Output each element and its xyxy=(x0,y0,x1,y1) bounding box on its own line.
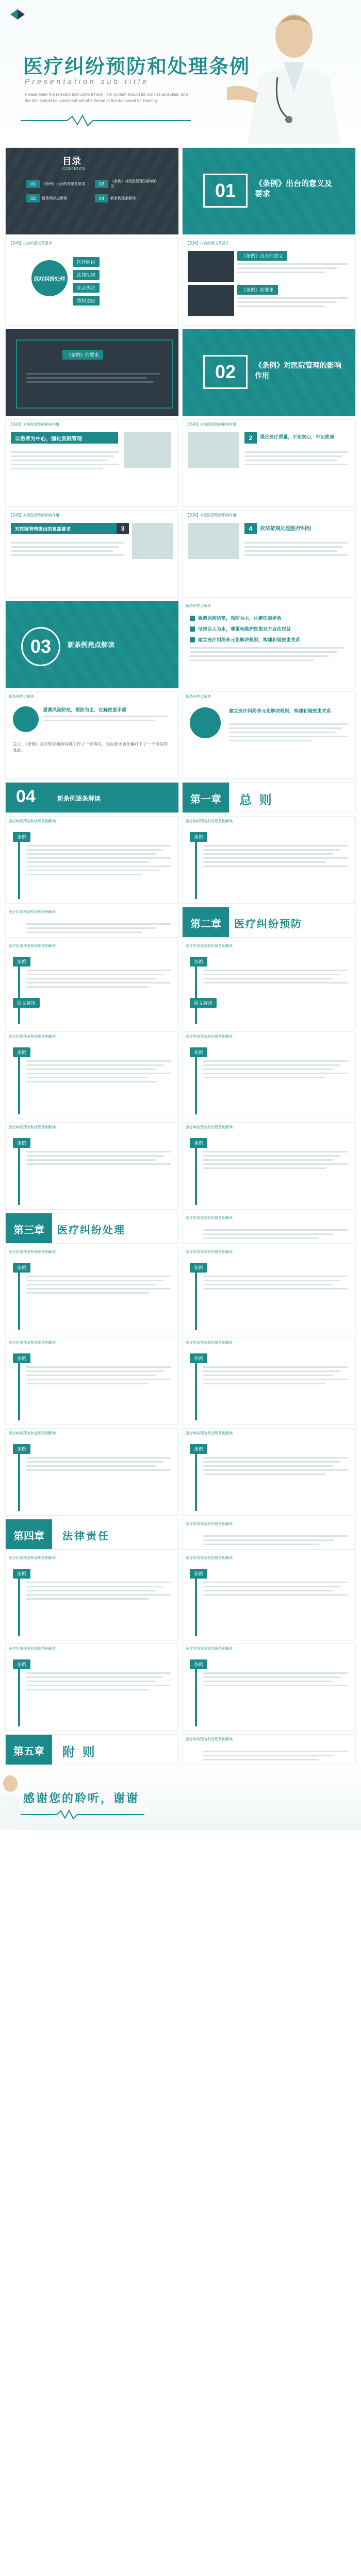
photo-placeholder xyxy=(188,432,239,468)
article-tag: 条例 xyxy=(190,1444,207,1454)
article-slide xyxy=(5,1428,179,1516)
highlight-item: 坚持以人为本，尊重和维护医患双方合法权益 xyxy=(190,625,344,632)
slide-header: 医疗纠纷预防和处理条例解读 xyxy=(9,1250,56,1254)
section-2-title: 《条例》对医院管理的影响作用 xyxy=(255,361,341,380)
section-1-number-box xyxy=(203,174,248,208)
article-tag: 条例 xyxy=(190,1047,207,1057)
article-slide xyxy=(5,1553,179,1640)
toc-num: 04 xyxy=(95,194,108,202)
article-slide xyxy=(182,1519,356,1550)
section-2-number-box xyxy=(203,355,248,389)
doctor-illustration-icon xyxy=(0,1768,21,1830)
panel-title: 强化医疗质量，不忘初心，牢记使命 xyxy=(260,434,335,439)
cover-slide xyxy=(0,0,361,144)
article-tag: 条例 xyxy=(13,1569,30,1579)
article-tag: 原文解读 xyxy=(190,998,217,1008)
chapter-4-row xyxy=(5,1519,356,1550)
toc-slide xyxy=(5,147,179,235)
highlight-item: 建立医疗纠纷多元化解决机制，构建和谐医患关系 xyxy=(190,636,344,643)
section-1-slide xyxy=(182,147,356,235)
timeline-bar xyxy=(195,1659,197,1726)
article-tag: 条例 xyxy=(13,1047,30,1057)
article-slide xyxy=(182,1643,356,1731)
text-lines xyxy=(203,1533,348,1548)
summary-point: 强调风险防范，预防为主，化解医患矛盾 xyxy=(43,707,127,713)
article-tag: 条例 xyxy=(13,957,30,967)
section-3-title: 新条例亮点解读 xyxy=(68,641,115,649)
text-lines xyxy=(203,1273,348,1292)
chapter-badge: 第一章 xyxy=(183,783,229,813)
photo-placeholder xyxy=(188,285,234,316)
article-slide xyxy=(5,941,179,1028)
text-lines xyxy=(190,647,344,661)
article-slide xyxy=(5,1643,179,1731)
slide-header: 【条例】出台的意义及要求 xyxy=(186,242,229,245)
section-3-summary xyxy=(5,691,179,779)
article-tag: 条例 xyxy=(190,1659,207,1669)
text-lines xyxy=(203,1227,348,1242)
article-row-7 xyxy=(5,1428,356,1516)
timeline-bar xyxy=(18,1138,20,1205)
article-tag: 条例 xyxy=(13,832,30,842)
slide-header: 医疗纠纷预防和处理条例解读 xyxy=(186,820,233,823)
article-tag: 条例 xyxy=(13,1659,30,1669)
chapter-4-slide xyxy=(5,1519,179,1550)
chip-item: 医疗纠纷 xyxy=(73,257,166,267)
text-lines xyxy=(11,539,124,558)
chapter-5-row xyxy=(5,1734,356,1765)
closing-text: 感谢您的聆听，谢谢 xyxy=(23,1792,140,1805)
article-tag: 条例 xyxy=(190,1138,207,1148)
summary-point: 建立医疗纠纷多元化解决机制，构建和谐医患关系 xyxy=(229,708,332,714)
article-slide xyxy=(5,1122,179,1210)
slide-header: 【条例】对医院管理的影响作用 xyxy=(186,514,236,517)
chapter-badge: 第三章 xyxy=(6,1213,52,1244)
text-lines xyxy=(43,716,168,721)
slide-header: 医疗纠纷预防和处理条例解读 xyxy=(186,1432,233,1435)
toc-label: 《条例》对医院管理的影响作用 xyxy=(110,180,158,189)
panel-3 xyxy=(5,510,179,598)
section-1-title: 《条例》出台的意义及要求 xyxy=(255,179,333,198)
panel-title: 以患者为中心，强化医院管理 xyxy=(11,432,118,444)
article-row-4 xyxy=(5,1122,356,1210)
text-lines xyxy=(244,449,348,468)
timeline-bar xyxy=(195,832,197,899)
text-lines xyxy=(203,1748,348,1763)
section-2-row xyxy=(5,329,356,416)
timeline-bar xyxy=(195,1138,197,1205)
bullet-icon xyxy=(190,637,195,642)
article-slide xyxy=(182,941,356,1028)
article-tag: 条例 xyxy=(190,1569,207,1579)
article-slide xyxy=(5,1247,179,1334)
timeline-bar xyxy=(18,957,20,1024)
article-row-2 xyxy=(5,941,356,1028)
panel-title: 依法依规处理医疗纠纷 xyxy=(260,526,311,532)
timeline-bar xyxy=(195,1569,197,1636)
slide-header: 医疗纠纷预防和处理条例解读 xyxy=(9,1341,56,1345)
section-4-title: 新条例逐条解读 xyxy=(57,795,101,802)
toc-item[interactable] xyxy=(26,179,92,189)
article-slide xyxy=(182,1428,356,1516)
text-lines xyxy=(244,539,348,558)
bullet-icon xyxy=(190,616,195,621)
text-lines xyxy=(203,1454,348,1478)
slide-header: 医疗纠纷预防和处理条例解读 xyxy=(186,1035,233,1039)
text-lines xyxy=(203,1364,348,1387)
article-row-8 xyxy=(5,1553,356,1640)
doctor-illustration-icon xyxy=(217,5,351,144)
article-row-1 xyxy=(5,816,356,904)
article-tag: 条例 xyxy=(13,1263,30,1273)
article-slide xyxy=(5,1337,179,1425)
circle-icon xyxy=(190,707,221,738)
toc-num: 01 xyxy=(26,180,40,188)
article-slide xyxy=(182,1553,356,1640)
timeline-bar xyxy=(18,1263,20,1330)
panel-2 xyxy=(182,419,356,507)
article-tag: 条例 xyxy=(13,1353,30,1363)
article-row-5 xyxy=(5,1247,356,1334)
slide-header: 医疗纠纷预防和处理条例解读 xyxy=(186,1647,233,1651)
section-1-summary xyxy=(5,329,179,416)
text-lines xyxy=(229,721,348,744)
cover-subtitle: Presentation sub title xyxy=(25,77,149,86)
section-3-number: 03 xyxy=(30,636,52,657)
slide-header: 新条例亮点解读 xyxy=(9,695,34,699)
article-tag: 条例 xyxy=(190,1353,207,1363)
article-tag: 条例 xyxy=(13,1138,30,1148)
cover-title: 医疗纠纷预防和处理条例 xyxy=(23,56,251,78)
toc-subtitle: CONTENTS xyxy=(62,166,85,171)
slide-header: 医疗纠纷预防和处理条例解读 xyxy=(9,820,56,823)
point-label: 《条例》出台的意义 xyxy=(237,251,287,261)
article-slide xyxy=(182,1734,356,1765)
slide-header: 【条例】出台的意义及要求 xyxy=(9,242,52,245)
text-lines xyxy=(26,1670,171,1693)
timeline-bar xyxy=(18,1569,20,1636)
section-1-content-row xyxy=(5,238,356,326)
text-lines xyxy=(203,1148,348,1172)
article-slide xyxy=(5,907,179,938)
timeline-bar xyxy=(195,1444,197,1511)
toc-num: 03 xyxy=(26,194,40,202)
section-3-points xyxy=(182,601,356,688)
text-lines xyxy=(26,370,160,385)
chapter-name: 法律责任 xyxy=(62,1531,110,1542)
article-slide xyxy=(182,1122,356,1210)
slide-header: 【条例】对医院管理的影响作用 xyxy=(186,423,236,427)
photo-placeholder xyxy=(132,523,173,559)
chapter-name: 附 则 xyxy=(62,1745,97,1759)
section-3-slide xyxy=(5,601,179,688)
slide-header: 医疗纠纷预防和处理条例解读 xyxy=(186,1556,233,1560)
slide-header: 医疗纠纷预防和处理条例解读 xyxy=(9,1647,56,1651)
text-lines xyxy=(26,967,171,990)
text-lines xyxy=(203,842,348,870)
section-1-number: 01 xyxy=(215,180,236,201)
section-2-slide xyxy=(182,329,356,416)
article-row-3 xyxy=(5,1031,356,1119)
text-lines xyxy=(26,842,171,878)
slide-header: 医疗纠纷预防和处理条例解读 xyxy=(9,1126,56,1129)
article-slide xyxy=(182,1213,356,1244)
slide-header: 医疗纠纷预防和处理条例解读 xyxy=(9,944,56,948)
slide-header: 医疗纠纷预防和处理条例解读 xyxy=(186,1522,233,1526)
center-circle: 医疗纠纷处理 xyxy=(31,260,68,296)
text-lines xyxy=(237,263,348,273)
slide-header: 医疗纠纷预防和处理条例解读 xyxy=(9,1035,56,1039)
text-lines xyxy=(26,921,171,936)
chapter-badge: 第五章 xyxy=(6,1735,52,1765)
article-slide xyxy=(182,816,356,904)
section-2-number: 02 xyxy=(215,361,236,382)
timeline-bar xyxy=(195,1263,197,1330)
timeline-bar xyxy=(18,1353,20,1420)
section-3-summary-2 xyxy=(182,691,356,779)
slide-header: 医疗纠纷预防和处理条例解读 xyxy=(186,1126,233,1129)
article-tag: 原文解读 xyxy=(13,998,40,1008)
chapter-2-slide xyxy=(182,907,356,938)
article-tag: 条例 xyxy=(190,957,207,967)
section-4-row xyxy=(5,782,356,813)
cover-description: Please enter the relevant text content here. The content should be concise and clear, and the font should be consistent with the theme of the document for reading. xyxy=(25,92,188,103)
panel-4 xyxy=(182,510,356,598)
section-4-slide xyxy=(5,782,179,813)
highlight-item: 强调风险防范，预防为主，化解医患矛盾 xyxy=(190,615,344,621)
slide-header: 新条例亮点解读 xyxy=(186,695,211,699)
photo-placeholder xyxy=(188,251,234,282)
text-lines xyxy=(26,1058,171,1085)
section-3b-row xyxy=(5,691,356,779)
article-slide xyxy=(182,1031,356,1119)
chapter-name: 总 则 xyxy=(239,793,274,807)
circle-icon xyxy=(13,706,39,732)
slide-header: 【条例】对医院管理的影响作用 xyxy=(9,423,59,427)
slide-header: 医疗纠纷预防和处理条例解读 xyxy=(9,1556,56,1560)
panel-number: 2 xyxy=(244,432,257,444)
text-lines xyxy=(26,1364,171,1387)
article-tag: 条例 xyxy=(190,832,207,842)
chapter-name: 医疗纠纷处理 xyxy=(57,1225,125,1236)
toc-item[interactable] xyxy=(26,194,92,202)
text-lines xyxy=(26,1579,171,1602)
section-1-diagram xyxy=(5,238,179,326)
chapter-1-slide xyxy=(182,782,356,813)
toc-label: 《条例》出台的背景及要求 xyxy=(42,182,86,186)
toc-label: 新条例亮点解读 xyxy=(42,197,68,200)
article-slide xyxy=(182,1337,356,1425)
photo-placeholder xyxy=(188,523,239,559)
timeline-bar xyxy=(195,1047,197,1114)
article-slide xyxy=(5,816,179,904)
slide-header: 【条例】对医院管理的影响作用 xyxy=(9,514,59,517)
toc-list xyxy=(26,179,160,202)
slide-header: 医疗纠纷预防和处理条例解读 xyxy=(186,1341,233,1345)
toc-item[interactable] xyxy=(95,179,160,189)
toc-title: 目录 xyxy=(62,156,81,166)
chip-item: 维权途径 xyxy=(73,296,166,306)
panel-title: 对医院管理提出的更高要求 xyxy=(11,523,118,534)
summary-chip: 《条例》的要求 xyxy=(62,350,103,360)
ecg-line-icon xyxy=(21,114,191,127)
chapter-badge: 第四章 xyxy=(6,1519,52,1550)
article-row-9 xyxy=(5,1643,356,1731)
bullet-icon xyxy=(190,626,195,632)
point-label: 《条例》的要求 xyxy=(237,285,278,295)
slide-header: 医疗纠纷预防和处理条例解读 xyxy=(186,1250,233,1254)
summary-text: 总之，《条例》是对现存纠纷问题工作了一步落实，为医患矛盾化解打下了一个坚实的基础。 xyxy=(13,742,168,753)
chip-item: 法律法规 xyxy=(73,270,166,280)
section-2-panels-row-a xyxy=(5,419,356,507)
logo-icon xyxy=(10,9,25,20)
section-3-row xyxy=(5,601,356,688)
text-lines xyxy=(26,1273,171,1296)
article-slide xyxy=(182,1247,356,1334)
chapter-2-row xyxy=(5,907,356,938)
ecg-line-icon xyxy=(21,1809,144,1820)
panel-1 xyxy=(5,419,179,507)
slide-header: 新条例亮点解读 xyxy=(186,604,211,608)
chapter-name: 医疗纠纷预防 xyxy=(234,919,302,930)
toc-row xyxy=(5,147,356,235)
slide-header: 医疗纠纷预防和处理条例解读 xyxy=(9,1432,56,1435)
section-4-number: 04 xyxy=(16,787,36,806)
slide-header: 医疗纠纷预防和处理条例解读 xyxy=(186,1216,233,1220)
article-row-6 xyxy=(5,1337,356,1425)
panel-number: 3 xyxy=(117,523,129,534)
panel-number: 4 xyxy=(244,523,257,534)
slide-header: 医疗纠纷预防和处理条例解读 xyxy=(186,944,233,948)
chapter-3-slide xyxy=(5,1213,179,1244)
timeline-bar xyxy=(18,1444,20,1511)
timeline-bar xyxy=(18,1047,20,1114)
article-slide xyxy=(5,1031,179,1119)
timeline-bar xyxy=(18,832,20,899)
article-tag: 条例 xyxy=(190,1263,207,1273)
text-lines xyxy=(203,1058,348,1081)
chip-item: 社会舆论 xyxy=(73,283,166,293)
text-lines xyxy=(203,1670,348,1689)
slide-header: 医疗纠纷预防和处理条例解读 xyxy=(186,1738,233,1741)
photo-placeholder xyxy=(124,432,171,468)
text-lines xyxy=(26,1148,171,1167)
text-lines xyxy=(11,449,119,472)
section-1-points xyxy=(182,238,356,326)
toc-num: 02 xyxy=(95,180,108,188)
closing-slide xyxy=(0,1768,361,1830)
toc-label: 新条例逐条解读 xyxy=(110,197,136,200)
timeline-bar xyxy=(195,957,197,1024)
section-3-number-circle xyxy=(21,627,60,666)
slide-header: 医疗纠纷预防和处理条例解读 xyxy=(9,910,56,914)
article-tag: 条例 xyxy=(13,1444,30,1454)
text-lines xyxy=(26,1454,171,1473)
chapter-3-row xyxy=(5,1213,356,1244)
text-lines xyxy=(203,1579,348,1598)
section-2-panels-row-b xyxy=(5,510,356,598)
timeline-bar xyxy=(18,1659,20,1726)
chapter-5-slide xyxy=(5,1734,179,1765)
toc-item[interactable] xyxy=(95,194,160,202)
chapter-badge: 第二章 xyxy=(183,907,229,938)
timeline-bar xyxy=(195,1353,197,1420)
text-lines xyxy=(203,967,348,986)
text-lines xyxy=(237,297,348,307)
